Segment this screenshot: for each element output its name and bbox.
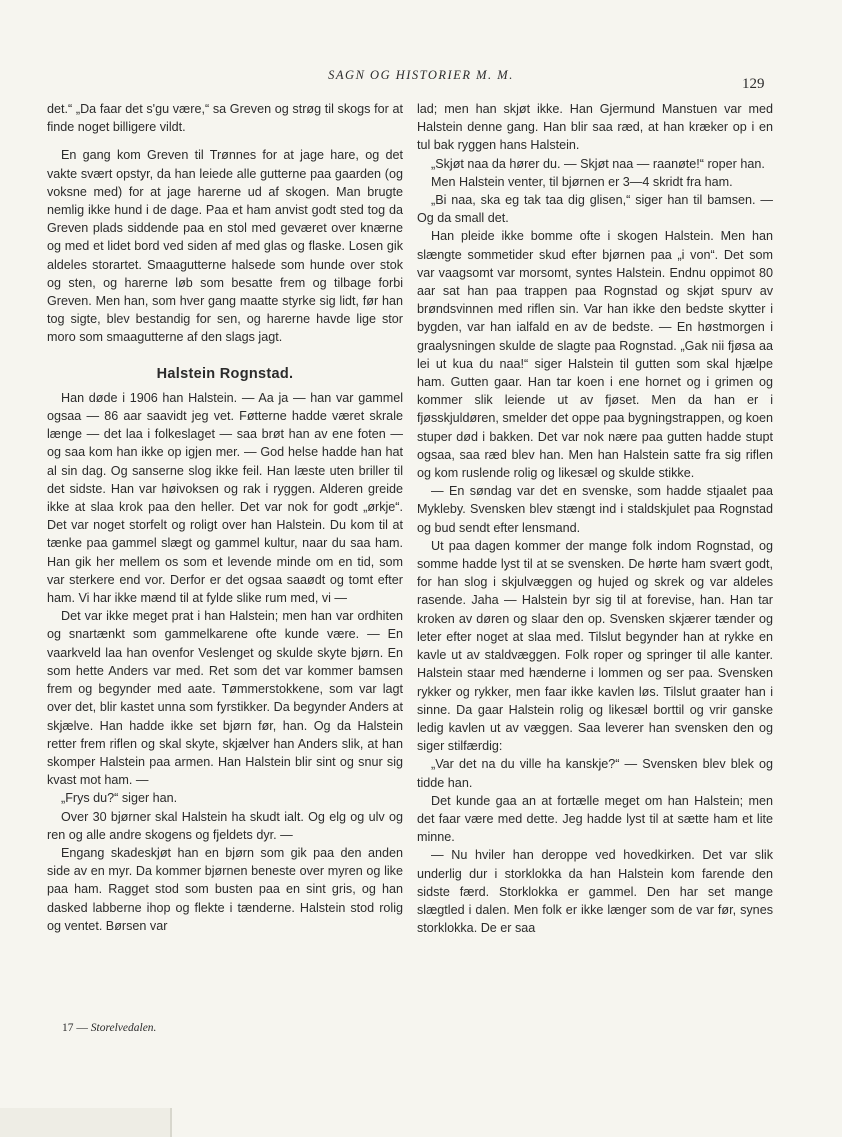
running-title: SAGN OG HISTORIER M. M.	[328, 68, 514, 82]
paragraph: Ut paa dagen kommer der mange folk indom Rognstad, og somme hadde lyst til at se svensken. De hørte ham svært godt, for han slog i skjulvæggen og hujed og skrek og var aldeles rasende. Jaha — Halstein byr sig til at forevise, han. Han tar kroken av døren og slaar den op. Svensken skjærer tænder og leter efter noget at slaa med. Tilslut begynder han at rykke en kavle ut av staldvæggen. Folk roper og springer til alle kanter. Halstein staar med hænderne i lommen og ser paa. Svensken rykker og rykker, men faar ikke kavlen løs. Tilslut graater han i sinne. Da gaar Halstein rolig og likesæl borttil og vrir ganske ledig kavlen ut av væggen. Saa leverer han svensken den og siger stilfærdig:	[417, 538, 773, 754]
paragraph: Over 30 bjørner skal Halstein ha skudt ialt. Og elg og ulv og ren og alle andre skogens og fjeldets dyr. —	[47, 809, 403, 842]
paragraph: En gang kom Greven til Trønnes for at jage hare, og det vakte svært opstyr, da han leiede alle gutterne paa gaarden (og voksne med) for at jage harerne ud af skogen. Man brugte nemlig ikke hund i de dage. Paa et ham anvist godt sted tog da Greven plads siddende paa en stol med geværet over knærne og med et lidet bord ved siden af med glas og flaske. Losen gik aldeles storartet. Smaagutterne halsede som hunde over stok og sten, og harerne løb som besatte frem og tilbage forbi Greven. Men han, som hver gang maatte styrke sig lidt, før han tog sigte, blev bestandig for sen, og harerne havde lige stor moro som smaagutterne af den slags jagt.	[47, 148, 403, 345]
signature-title: Storelvedalen.	[90, 1022, 157, 1034]
paragraph: det.“ „Da faar det s'gu være,“ sa Greven og strøg til skogs for at finde noget billigere vildt.	[47, 102, 403, 135]
paragraph: „Skjøt naa da hører du. — Skjøt naa — raanøte!“ roper han.	[431, 156, 765, 171]
paragraph: — En søndag var det en svenske, som hadde stjaalet paa Mykleby. Svensken blev stængt ind i staldskjulet paa Rognstad og bud sendt efter lensmand.	[417, 484, 773, 535]
paragraph: Det var ikke meget prat i han Halstein; men han var ordhiten og snartænkt som gammelkarene ofte kunde være. — En vaarkveld laa han ovenfor Veslenget og skulde skyte bjørn. En som hette Anders var med. Ret som det var kommer bamsen frem og begynder med aate. Tømmerstokkene, som var lagt over det, blir kastet unna som fyrstikker. Da begynder Anders at skjælve. Han hadde ikke set bjørn før, han. Og da Halstein retter frem riflen og skal skyte, skjælver han Anders slik, at han skomper Halstein paa armen. Han Halstein blir sint og snur sig kvast mot ham. —	[47, 609, 403, 788]
paragraph: „Var det na du ville ha kanskje?“ — Svensken blev blek og tidde han.	[417, 757, 773, 790]
signature-number: 17 —	[62, 1022, 88, 1034]
page-binding-edge	[0, 1108, 172, 1137]
printer-signature	[62, 1022, 156, 1034]
paragraph: Engang skadeskjøt han en bjørn som gik paa den anden side av en myr. Da kommer bjørnen beneste over myren og like paa ham. Ragget stod som busten paa en sint gris, og han dasked labberne ihop og flekte i tænderne. Halstein stod rolig og ventet. Børsen var	[47, 845, 403, 933]
paragraph: Han døde i 1906 han Halstein. — Aa ja — han var gammel ogsaa — 86 aar saavidt jeg vet. Føtterne hadde været skrale længe — det laa i folkeslaget — saa brøt han av ene foten — og saa kom han ikke op igjen mer. — God helse hadde han hat al sin dag. Og sanserne slog ikke feil. Han læste uten briller til det sidste. Han var høivoksen og rak i ryggen. Alderen greide ikke at slaa krok paa den heller. Det var nok for godt „ørkje“. Det var noget storfelt og roligt over han Halstein. Du kom til at tænke paa gammel slægt og gammel kultur, naar du saa ham. Han gik her mellem os som et levende minde om en tid, som var sterkere end vor. Derfor er det ogsaa saaødt og tomt efter ham. Vi har ikke mænd til at fylde slike rum med, vi —	[47, 390, 403, 606]
paragraph: — Nu hviler han deroppe ved hovedkirken. Det var slik underlig dur i storklokka da han Halstein kom farende den sidste færd. Storklokka er gammel. Den har set mange slægtled i dalen. Men folk er ikke længer som de var før, synes storklokka. De er saa	[417, 848, 773, 936]
paragraph: „Bi naa, ska eg tak taa dig glisen,“ siger han til bamsen. — Og da small det.	[417, 193, 773, 226]
right-column	[417, 100, 773, 937]
paragraph: Men Halstein venter, til bjørnen er 3—4 skridt fra ham.	[431, 174, 733, 189]
section-title: Halstein Rognstad.	[156, 365, 294, 382]
left-column	[47, 100, 403, 935]
paragraph: Han pleide ikke bomme ofte i skogen Halstein. Men han slængte sommetider skud efter bjørnen paa „i von“. Det som var vaagsomt var morsomt, syntes Halstein. Endnu oppimot 80 aar sat han paa trappen paa Rognstad og skjøt spurv av brøndsvinnen med riflen sin. Var han ikke den bedste skytter i bygden, var han ialfald en av de bedste. — En høstmorgen i graalysningen skulde de slagte paa Rognstad. „Gak nii fjøsa aa lei ut kua du naa!“ siger Halstein til gutten som skal hjælpe ham. Gutten gaar. Han tar koen i ene hornet og i grimen og kommer slik leiende ut av fjøset. Men da han er i fjøsskjuldøren, smelder det oppe paa bygningstrappen, og koen stuper død i bakken. Det var nok nære paa gutten hadde stupt ogsaa, saa ræd blev han. Men han Halstein satte fra sig riflen og kom ruslende rolig og likesæl og skulde stikke.	[417, 229, 773, 481]
paragraph: lad; men han skjøt ikke. Han Gjermund Manstuen var med Halstein denne gang. Han blir saa ræd, at han kræker op i en tul bak ryggen hans Halstein.	[417, 102, 773, 153]
paragraph: „Frys du?“ siger han.	[61, 791, 178, 806]
page-number: 129	[742, 76, 765, 92]
paragraph: Det kunde gaa an at fortælle meget om han Halstein; men det faar være med dette. Jeg hadde lyst til at sætte ham et lite minne.	[417, 793, 773, 845]
